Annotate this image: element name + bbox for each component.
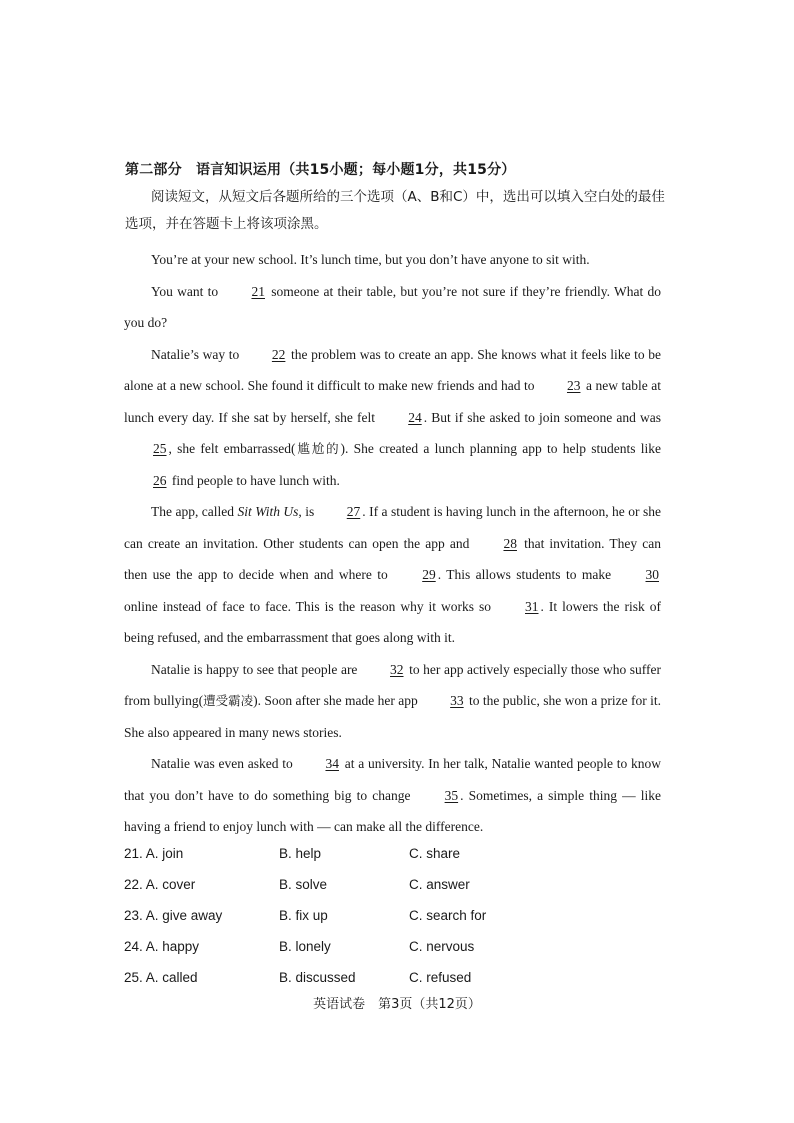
section-title: 第二部分 语言知识运用（共15小题；每小题1分，共15分）: [125, 162, 516, 178]
blank-34: 34: [325, 756, 339, 771]
option-a: 21. A. join: [124, 846, 184, 861]
paragraph-text: , she felt embarrassed(: [168, 441, 296, 456]
option-b: B. discussed: [279, 970, 356, 985]
paragraph-text: The app, called: [151, 504, 235, 519]
blank-22: 22: [271, 346, 286, 362]
paragraph-text: . But if she asked to join someone and was: [423, 409, 661, 425]
paragraph-text: You want to: [151, 283, 219, 299]
option-c: C. nervous: [409, 939, 475, 954]
blank-27: 27: [346, 504, 361, 519]
paragraph-text: . It lowers the risk of being refused, and the embarrassment that goes along with it.: [124, 598, 661, 645]
chinese-gloss: 尴尬的: [295, 441, 341, 456]
paragraph-1: [124, 244, 661, 276]
option-c: C. share: [409, 846, 461, 861]
option-c: C. search for: [409, 908, 487, 923]
blank-29: 29: [422, 567, 436, 582]
cloze-passage: [124, 244, 661, 843]
option-a: 22. A. cover: [124, 877, 196, 892]
paragraph-text: , is: [298, 504, 315, 519]
blank-35: 35: [444, 787, 459, 803]
option-a: 25. A. called: [124, 970, 198, 985]
paragraph-text: Natalie’s way to: [151, 346, 240, 362]
option-a: 24. A. happy: [124, 939, 200, 954]
paragraph-text: that invitation. They can then use the app to decide when and where to: [124, 535, 661, 582]
paragraph-text: the problem was to create an app. She knows what it feels like to be alone at a new school. She found it difficult to make new friends and had to: [124, 346, 661, 393]
paragraph-text: Natalie was even asked to: [151, 756, 293, 771]
blank-26: 26: [153, 472, 167, 488]
paragraph-text: . If a student is having lunch in the afternoon, he or she can create an invitation. Other students can open the app and: [124, 504, 661, 551]
paragraph-text: . This allows students to make: [437, 567, 612, 582]
paragraph-text: at a university. In her talk, Natalie wanted people to know that you don’t have to do something big to change: [124, 756, 662, 803]
blank-25: 25: [153, 441, 167, 456]
paragraph-text: a new table at lunch every day. If she sat by herself, she felt: [124, 378, 661, 425]
paragraph-5: [124, 654, 661, 749]
paragraph-2: [124, 276, 661, 339]
question-23-options: [124, 902, 664, 933]
blank-31: 31: [525, 598, 539, 614]
option-c: C. answer: [409, 877, 470, 892]
app-title: Sit With Us: [237, 504, 299, 519]
question-21-options: [124, 840, 664, 871]
option-a: 23. A. give away: [124, 908, 223, 923]
option-b: B. lonely: [279, 939, 331, 954]
page-footer: 英语试卷 第3页（共12页）: [313, 997, 481, 1012]
question-25-options: [124, 964, 664, 995]
question-22-options: [124, 871, 664, 902]
blank-32: 32: [390, 661, 404, 677]
blank-30: 30: [645, 567, 659, 582]
paragraph-text: to her app actively especially those who suffer from bullying(: [124, 661, 662, 708]
paragraph-3: [124, 339, 661, 497]
blank-21: 21: [251, 283, 265, 299]
paragraph-text: online instead of face to face. This is the reason why it works so: [124, 598, 492, 614]
option-b: B. solve: [279, 877, 328, 892]
option-b: B. help: [279, 846, 322, 861]
paragraph-text: ). Soon after she made her app: [253, 693, 418, 708]
blank-23: 23: [566, 378, 581, 393]
paragraph-text: ). She created a lunch planning app to help students like: [340, 441, 661, 456]
option-c: C. refused: [409, 970, 472, 985]
section-directions: 阅读短文，从短文后各题所给的三个选项（A、B和C）中，选出可以填入空白处的最佳选项，并在答题卡上将该项涂黑。: [125, 189, 665, 232]
paragraph-text: . Sometimes, a simple thing — like having a friend to enjoy lunch with — can make all the difference.: [124, 787, 662, 834]
paragraph-6: [124, 748, 661, 843]
paragraph-text: find people to have lunch with.: [171, 472, 340, 488]
blank-28: 28: [503, 535, 517, 551]
question-24-options: [124, 933, 664, 964]
paragraph-4: [124, 496, 661, 654]
blank-33: 33: [450, 693, 464, 708]
blank-24: 24: [408, 409, 422, 425]
paragraph-text: someone at their table, but you’re not sure if they’re friendly. What do you do?: [124, 283, 662, 330]
paragraph-text: You’re at your new school. It’s lunch time, but you don’t have anyone to sit with.: [151, 252, 590, 267]
paragraph-text: Natalie is happy to see that people are: [151, 661, 358, 677]
paragraph-text: to the public, she won a prize for it. She also appeared in many news stories.: [124, 693, 662, 740]
answer-options: [124, 840, 664, 995]
option-b: B. fix up: [279, 908, 328, 923]
chinese-gloss: 遭受霸凌: [203, 693, 254, 708]
